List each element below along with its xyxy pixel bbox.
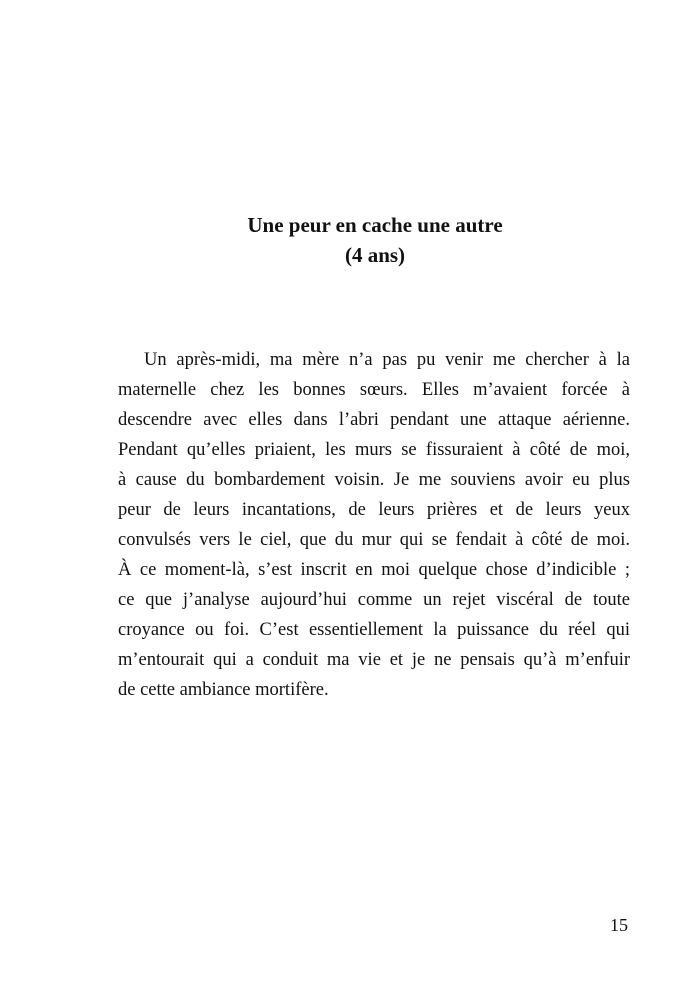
paragraph-line: Pendant qu’elles priaient, les murs se fissuraient à côté de moi, — [118, 440, 630, 460]
paragraph-line: de cette ambiance mortifère. — [118, 680, 329, 700]
paragraph-line: Un après-midi, ma mère n’a pas pu venir me chercher à la — [144, 350, 630, 370]
chapter-title: Une peur en cache une autre — [247, 213, 503, 237]
paragraph-line: m’entourait qui a conduit ma vie et je ne pensais qu’à m’enfuir — [118, 650, 630, 670]
paragraph-line: maternelle chez les bonnes sœurs. Elles m’avaient forcée à — [118, 380, 630, 400]
body-paragraph — [118, 345, 630, 705]
paragraph-line: ce que j’analyse aujourd’hui comme un rejet viscéral de toute — [118, 590, 630, 610]
paragraph-line: À ce moment-là, s’est inscrit en moi quelque chose d’indicible ; — [118, 560, 630, 580]
paragraph-line: à cause du bombardement voisin. Je me souviens avoir eu plus — [118, 470, 630, 490]
page-number: 15 — [610, 915, 628, 935]
chapter-heading — [0, 210, 700, 270]
paragraph-line: peur de leurs incantations, de leurs prières et de leurs yeux — [118, 500, 630, 520]
chapter-subtitle: (4 ans) — [344, 243, 406, 267]
paragraph-line: convulsés vers le ciel, que du mur qui se fendait à côté de moi. — [118, 530, 630, 550]
paragraph-line: croyance ou foi. C’est essentiellement la puissance du réel qui — [118, 620, 630, 640]
paragraph-line: descendre avec elles dans l’abri pendant une attaque aérienne. — [118, 410, 630, 430]
